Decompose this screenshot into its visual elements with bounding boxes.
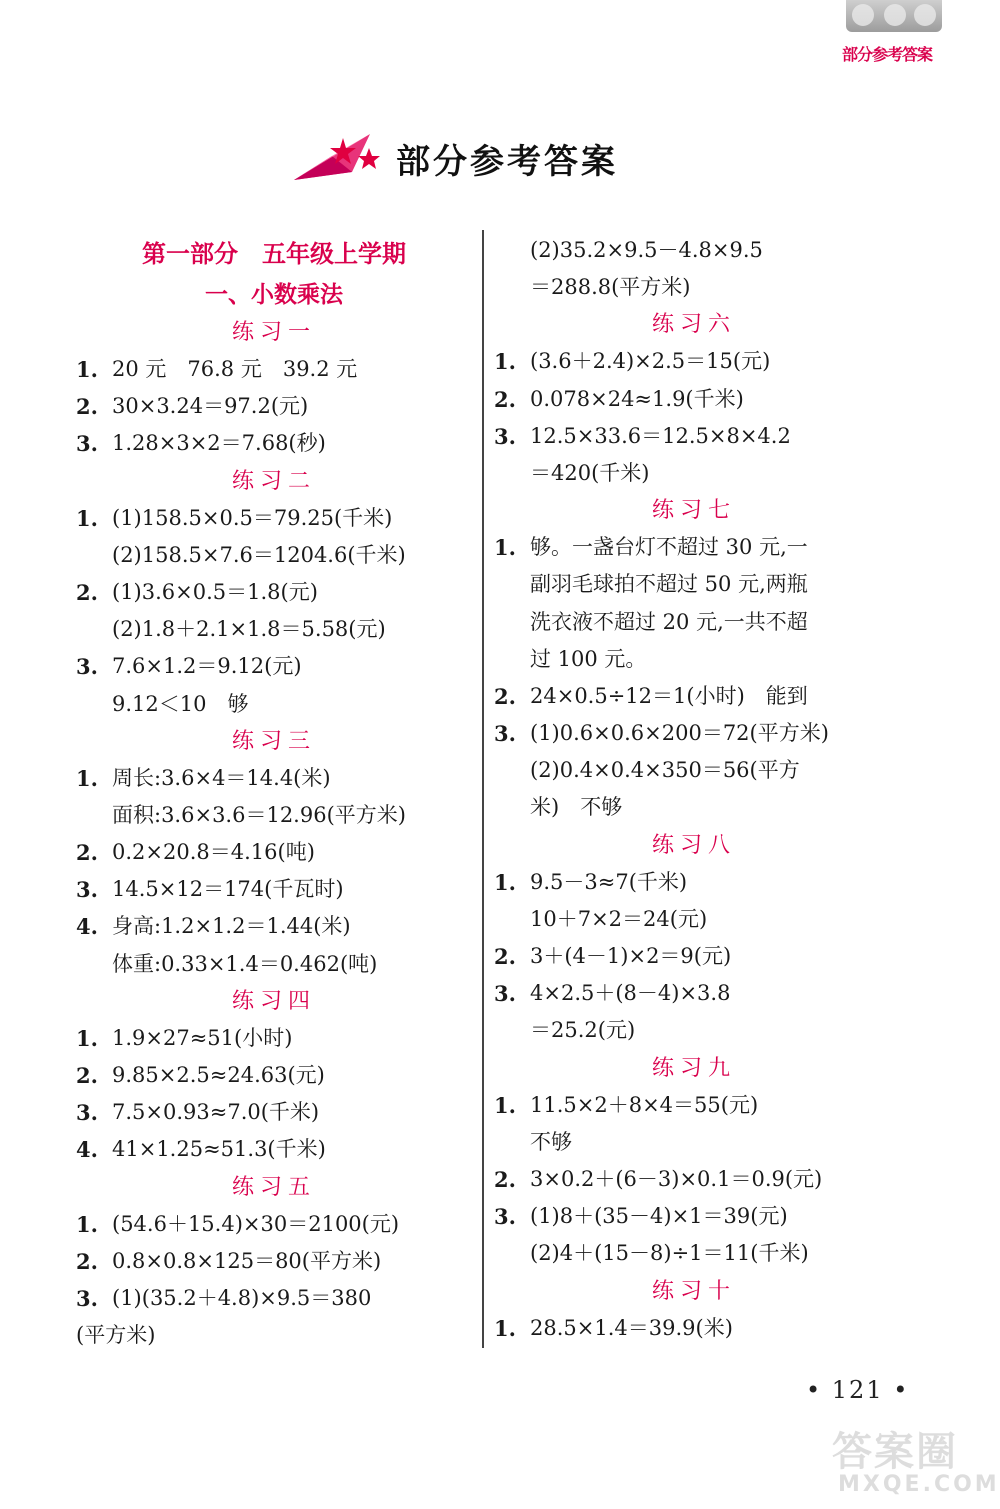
exercise-heading: 练习七 — [651, 498, 736, 524]
answer-line — [76, 760, 472, 797]
running-header: 部分参考答案 — [842, 45, 933, 64]
answer-text: (1)8＋(35－4)×1＝39(元) — [530, 1204, 788, 1229]
answer-line — [494, 789, 894, 826]
exercise-heading: 练习二 — [231, 468, 316, 494]
answer-line — [494, 975, 894, 1012]
answer-text: (1)(35.2＋4.8)×9.5＝380 — [112, 1285, 372, 1310]
question-number: 1. — [76, 765, 98, 791]
question-number: 2. — [76, 394, 98, 420]
question-number: 3. — [494, 721, 516, 747]
answer-line — [76, 351, 472, 388]
answer-text: 米) 不够 — [530, 795, 623, 820]
question-number: 1. — [76, 505, 98, 531]
indent-spacer — [494, 1235, 530, 1272]
question-number: 3. — [76, 431, 98, 457]
answer-line — [494, 232, 894, 269]
answer-text: 11.5×2＋8×4＝55(元) — [530, 1092, 759, 1117]
answer-text: ＝25.2(元) — [530, 1018, 636, 1043]
answer-line — [494, 752, 894, 789]
question-number: 3. — [494, 423, 516, 449]
answer-line — [76, 946, 472, 983]
answer-text: 20 元 76.8 元 39.2 元 — [112, 357, 358, 381]
question-number: 2. — [76, 579, 98, 605]
answer-text: 身高:1.2×1.2＝1.44(米) — [112, 914, 351, 939]
question-number: 2. — [494, 386, 516, 412]
section-heading: 一、小数乘法 — [205, 281, 343, 308]
question-number: 2. — [494, 1166, 516, 1192]
indent-spacer — [494, 232, 530, 269]
answer-line — [494, 418, 894, 455]
part-heading: 第一部分 五年级上学期 — [142, 239, 406, 268]
exercise-heading: 练习五 — [231, 1174, 316, 1200]
answer-text: 14.5×12＝174(千瓦时) — [112, 877, 344, 902]
answer-text: 0.2×20.8＝4.16(吨) — [112, 840, 315, 865]
answer-line — [76, 871, 472, 908]
answer-line — [76, 908, 472, 945]
answer-line — [76, 686, 472, 723]
answer-text: 1.9×27≈51(小时) — [112, 1025, 293, 1050]
answer-line — [494, 1161, 894, 1198]
exercise-heading: 练习十 — [651, 1278, 736, 1304]
indent-spacer — [494, 269, 530, 306]
paper-plane-star-icon — [292, 126, 392, 190]
indent-spacer — [494, 641, 530, 678]
answer-line — [76, 1243, 472, 1280]
answer-line — [76, 611, 472, 648]
indent-spacer — [494, 566, 530, 603]
question-number: 2. — [76, 1248, 98, 1274]
watermark-text: 答案圈 — [832, 1429, 958, 1475]
indent-spacer — [76, 537, 112, 574]
answer-line — [76, 797, 472, 834]
question-number: 4. — [76, 1137, 98, 1163]
question-number: 1. — [494, 869, 516, 895]
answer-text: 副羽毛球拍不超过 50 元,两瓶 — [530, 572, 808, 597]
page-number: • 121 • — [806, 1376, 910, 1404]
question-number: 1. — [76, 1025, 98, 1051]
answer-text: 够。一盏台灯不超过 30 元,一 — [530, 535, 808, 560]
answer-line — [76, 1317, 472, 1354]
answer-text: 7.5×0.93≈7.0(千米) — [112, 1100, 320, 1125]
indent-spacer — [494, 752, 530, 789]
watermark-url: MXQE.COM — [838, 1472, 1000, 1497]
question-number: 4. — [76, 914, 98, 940]
answer-text: 10＋7×2＝24(元) — [530, 906, 708, 931]
answer-text: 24×0.5÷12＝1(小时) 能到 — [530, 683, 808, 708]
answer-line — [494, 1087, 894, 1124]
answer-line — [76, 574, 472, 611]
watermark-logo — [832, 1420, 1000, 1502]
answer-line — [494, 566, 894, 603]
answer-line — [494, 678, 894, 715]
left-column — [76, 232, 472, 1354]
indent-spacer — [76, 611, 112, 648]
corner-dot-decoration — [852, 4, 874, 26]
question-number: 3. — [76, 1285, 98, 1311]
question-number: 3. — [76, 877, 98, 903]
exercise-heading: 练习一 — [231, 320, 316, 345]
question-number: 2. — [76, 840, 98, 866]
answer-text: 洗衣液不超过 20 元,一共不超 — [530, 609, 808, 634]
question-number: 2. — [494, 944, 516, 969]
exercise-heading: 练习三 — [231, 728, 316, 754]
exercise-heading: 练习九 — [651, 1055, 736, 1081]
answer-text: 体重:0.33×1.4＝0.462(吨) — [112, 951, 378, 976]
answer-line — [494, 938, 894, 975]
exercise-heading: 练习六 — [651, 312, 736, 338]
answer-text: ＝288.8(平方米) — [530, 275, 691, 300]
question-number: 1. — [494, 535, 516, 561]
question-number: 1. — [76, 357, 98, 382]
question-number: 2. — [494, 683, 516, 709]
indent-spacer — [76, 946, 112, 983]
question-number: 1. — [494, 349, 516, 375]
answer-text: 9.5－3≈7(千米) — [530, 869, 688, 894]
answer-line — [494, 381, 894, 418]
exercise-heading: 练习四 — [231, 988, 316, 1014]
answer-line — [494, 343, 894, 380]
indent-spacer — [494, 604, 530, 641]
answer-text: 9.85×2.5≈24.63(元) — [112, 1063, 325, 1087]
corner-dot-decoration — [884, 4, 906, 26]
question-number: 3. — [494, 1204, 516, 1230]
answer-text: 30×3.24＝97.2(元) — [112, 394, 309, 419]
answer-line — [76, 500, 472, 537]
answer-text: (2)158.5×7.6＝1204.6(千米) — [112, 542, 406, 567]
answer-text: 不够 — [530, 1129, 572, 1154]
answer-line — [494, 529, 894, 566]
corner-tab-decoration — [846, 0, 942, 32]
answer-text: 3＋(4－1)×2＝9(元) — [530, 944, 732, 968]
answer-text: 0.078×24≈1.9(千米) — [530, 386, 744, 411]
answer-text: 3×0.2＋(6－3)×0.1＝0.9(元) — [530, 1166, 823, 1191]
answer-line — [494, 1012, 894, 1049]
answer-text: ＝420(千米) — [530, 460, 650, 485]
answer-text: (平方米) — [76, 1323, 156, 1348]
right-column — [494, 232, 894, 1347]
answer-text: 12.5×33.6＝12.5×8×4.2 — [530, 423, 791, 448]
answer-line — [494, 864, 894, 901]
answer-text: 1.28×3×2＝7.68(秒) — [112, 431, 326, 456]
exercise-heading: 练习八 — [651, 832, 736, 858]
indent-spacer — [494, 1012, 530, 1049]
indent-spacer — [76, 686, 112, 723]
answer-line — [76, 1280, 472, 1317]
indent-spacer — [494, 789, 530, 826]
answer-text: (1)3.6×0.5＝1.8(元) — [112, 579, 318, 604]
answer-text: (2)0.4×0.4×350＝56(平方 — [530, 758, 800, 783]
indent-spacer — [76, 797, 112, 834]
question-number: 1. — [494, 1092, 516, 1118]
question-number: 1. — [76, 1211, 98, 1237]
column-divider — [482, 230, 484, 1348]
indent-spacer — [494, 1124, 530, 1161]
answer-text: (1)0.6×0.6×200＝72(平方米) — [530, 721, 829, 746]
answer-text: 周长:3.6×4＝14.4(米) — [112, 765, 331, 790]
answer-text: 过 100 元。 — [530, 646, 647, 671]
answer-text: (2)1.8＋2.1×1.8＝5.58(元) — [112, 617, 386, 642]
question-number: 2. — [76, 1063, 98, 1088]
answer-text: 面积:3.6×3.6＝12.96(平方米) — [112, 802, 406, 827]
answer-line — [76, 1094, 472, 1131]
answer-text: 28.5×1.4＝39.9(米) — [530, 1315, 733, 1340]
answer-line — [494, 901, 894, 938]
answer-line — [494, 455, 894, 492]
page-title: 部分参考答案 — [396, 142, 618, 182]
answer-line — [76, 425, 472, 462]
answer-text: (2)4＋(15－8)÷1＝11(千米) — [530, 1241, 809, 1266]
answer-line — [494, 1310, 894, 1347]
question-number: 3. — [76, 1100, 98, 1126]
answer-line — [494, 1235, 894, 1272]
indent-spacer — [494, 901, 530, 938]
page-title-block — [292, 126, 652, 190]
answer-text: 41×1.25≈51.3(千米) — [112, 1137, 326, 1162]
answer-text: 4×2.5＋(8－4)×3.8 — [530, 981, 731, 1006]
question-number: 3. — [494, 981, 516, 1007]
answer-line — [76, 1057, 472, 1094]
answer-line — [76, 834, 472, 871]
answer-line — [494, 715, 894, 752]
answer-text: (3.6＋2.4)×2.5＝15(元) — [530, 349, 771, 374]
indent-spacer — [494, 455, 530, 492]
answer-text: 9.12＜10 够 — [112, 691, 249, 716]
answer-line — [76, 1206, 472, 1243]
answer-line — [494, 604, 894, 641]
answer-line — [76, 388, 472, 425]
answer-line — [76, 648, 472, 685]
answer-text: 7.6×1.2＝9.12(元) — [112, 654, 302, 679]
answer-text: (54.6＋15.4)×30＝2100(元) — [112, 1211, 400, 1236]
answer-line — [76, 1131, 472, 1168]
answer-text: 0.8×0.8×125＝80(平方米) — [112, 1248, 382, 1273]
answer-line — [494, 269, 894, 306]
answer-line — [494, 1124, 894, 1161]
answer-line — [76, 1020, 472, 1057]
question-number: 3. — [76, 654, 98, 680]
answer-text: (1)158.5×0.5＝79.25(千米) — [112, 505, 393, 530]
answer-line — [76, 537, 472, 574]
answer-line — [494, 1198, 894, 1235]
answer-text: (2)35.2×9.5－4.8×9.5 — [530, 238, 763, 262]
corner-dot-decoration — [914, 4, 936, 26]
answer-line — [494, 641, 894, 678]
question-number: 1. — [494, 1315, 516, 1341]
